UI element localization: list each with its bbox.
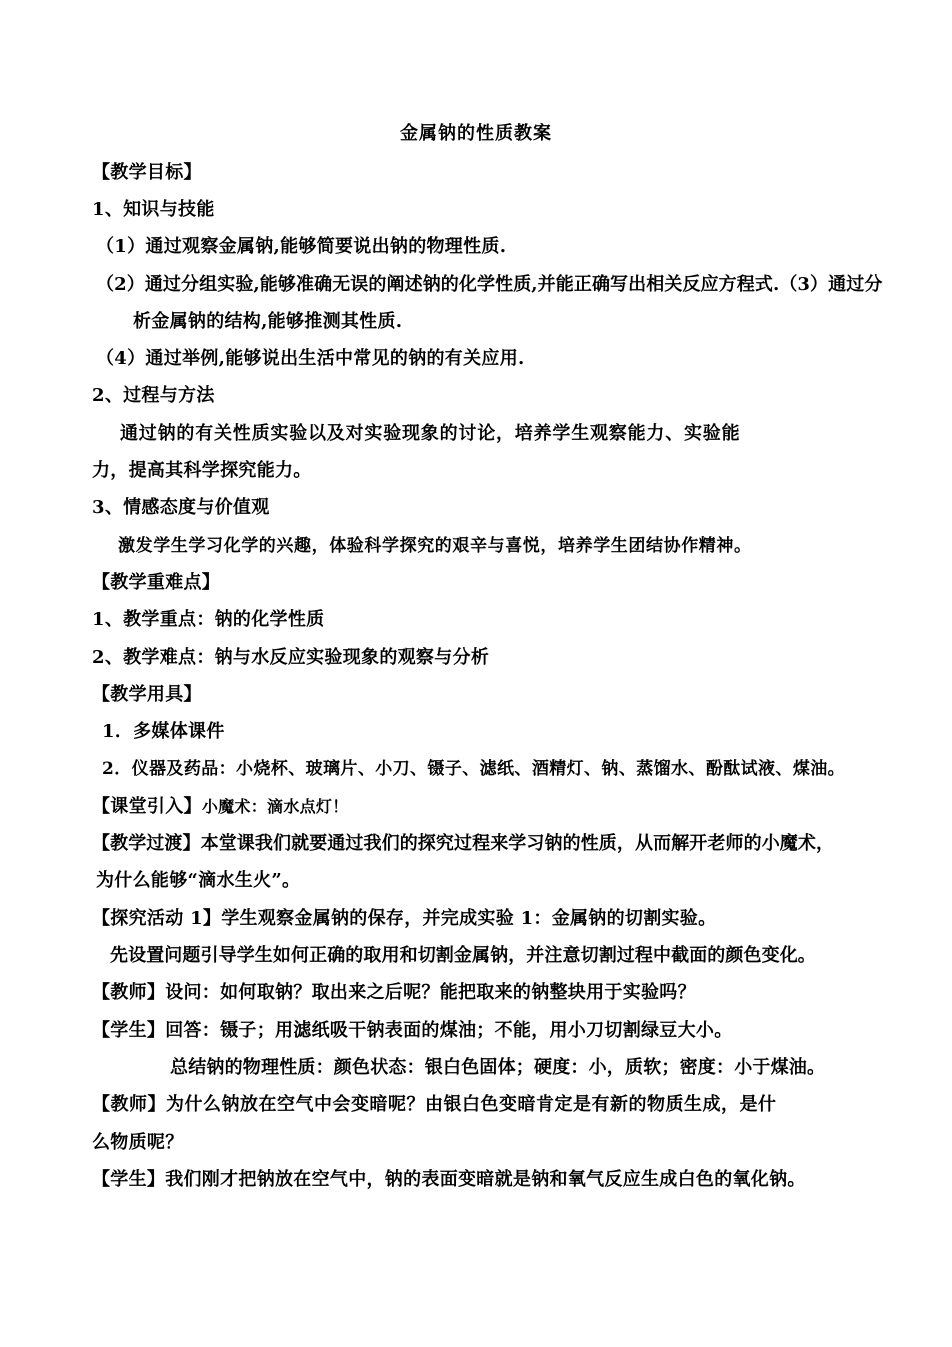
subheading-knowledge-skills: 1、知识与技能 xyxy=(92,199,215,220)
paragraph-process-1: 通过钠的有关性质实验以及对实验现象的讨论，培养学生观察能力、实验能 xyxy=(120,423,741,444)
teacher-tag: 【教师】 xyxy=(92,982,166,1003)
student-tag: 【学生】 xyxy=(92,1020,166,1041)
tool-item-2: 2．仪器及药品：小烧杯、玻璃片、小刀、镊子、滤纸、酒精灯、钠、蒸馏水、酚酞试液、煤油。 xyxy=(102,759,846,779)
student-tag: 【学生】 xyxy=(92,1169,166,1190)
intro-text: 小魔术：滴水点灯！ xyxy=(201,797,349,816)
subheading-process-method: 2、过程与方法 xyxy=(92,385,215,406)
objective-item-1: （1）通过观察金属钠,能够简要说出钠的物理性质. xyxy=(96,236,507,257)
tool-item-1: 1．多媒体课件 xyxy=(102,721,225,742)
transition-line-cont: 为什么能够“滴水生火”。 xyxy=(96,870,301,891)
transition-tag: 【教学过渡】 xyxy=(92,833,201,854)
explore-text: 学生观察金属钠的保存，并完成实验 1：金属钠的切割实验。 xyxy=(221,908,717,929)
transition-text: 本堂课我们就要通过我们的探究过程来学习钠的性质，从而解开老师的小魔术， xyxy=(200,833,835,854)
objective-item-2-cont: 析金属钠的结构,能够推测其性质. xyxy=(133,311,403,332)
paragraph-attitude: 激发学生学习化学的兴趣，体验科学探究的艰辛与喜悦，培养学生团结协作精神。 xyxy=(118,536,752,556)
summary-physical-properties: 总结钠的物理性质：颜色状态：银白色固体；硬度：小，质软；密度：小于煤油。 xyxy=(170,1057,826,1078)
student-line-1 xyxy=(92,1018,733,1044)
teacher-line-2-cont: 么物质呢？ xyxy=(92,1132,184,1153)
teacher-line-2 xyxy=(92,1092,777,1118)
explore-paragraph: 先设置问题引导学生如何正确的取用和切割金属钠，并注意切割过程中截面的颜色变化。 xyxy=(110,945,816,966)
subheading-attitude-values: 3、情感态度与价值观 xyxy=(92,497,270,518)
teacher-text-1: 设问：如何取钠？取出来之后呢？能把取来的钠整块用于实验吗？ xyxy=(165,982,696,1003)
teacher-line-1 xyxy=(92,980,696,1006)
section-heading-objectives: 【教学目标】 xyxy=(92,162,202,183)
document-title: 金属钠的性质教案 xyxy=(400,123,552,144)
transition-line xyxy=(92,831,834,857)
key-point-2: 2、教学难点：钠与水反应实验现象的观察与分析 xyxy=(92,647,490,668)
student-text-1: 回答：镊子；用滤纸吸干钠表面的煤油；不能，用小刀切割绿豆大小。 xyxy=(165,1020,733,1041)
student-line-2 xyxy=(92,1167,806,1193)
student-text-2: 我们刚才把钠放在空气中，钠的表面变暗就是钠和氧气反应生成白色的氧化钠。 xyxy=(165,1169,806,1190)
section-heading-tools: 【教学用具】 xyxy=(92,684,202,705)
key-point-1: 1、教学重点：钠的化学性质 xyxy=(92,609,325,630)
section-heading-key-points: 【教学重难点】 xyxy=(92,572,221,593)
paragraph-process-2: 力，提高其科学探究能力。 xyxy=(92,460,312,481)
intro-line xyxy=(92,794,349,820)
objective-item-4: （4）通过举例,能够说出生活中常见的钠的有关应用. xyxy=(96,348,525,369)
explore-tag: 【探究活动 1】 xyxy=(92,908,222,929)
explore-line xyxy=(92,906,716,932)
intro-tag: 【课堂引入】 xyxy=(92,796,202,817)
teacher-text-2: 为什么钠放在空气中会变暗呢？由银白色变暗肯定是有新的物质生成，是什 xyxy=(166,1094,777,1115)
objective-item-2: （2）通过分组实验,能够准确无误的阐述钠的化学性质,并能正确写出相关反应方程式.（3）通过分 xyxy=(96,274,883,295)
teacher-tag: 【教师】 xyxy=(92,1094,166,1115)
